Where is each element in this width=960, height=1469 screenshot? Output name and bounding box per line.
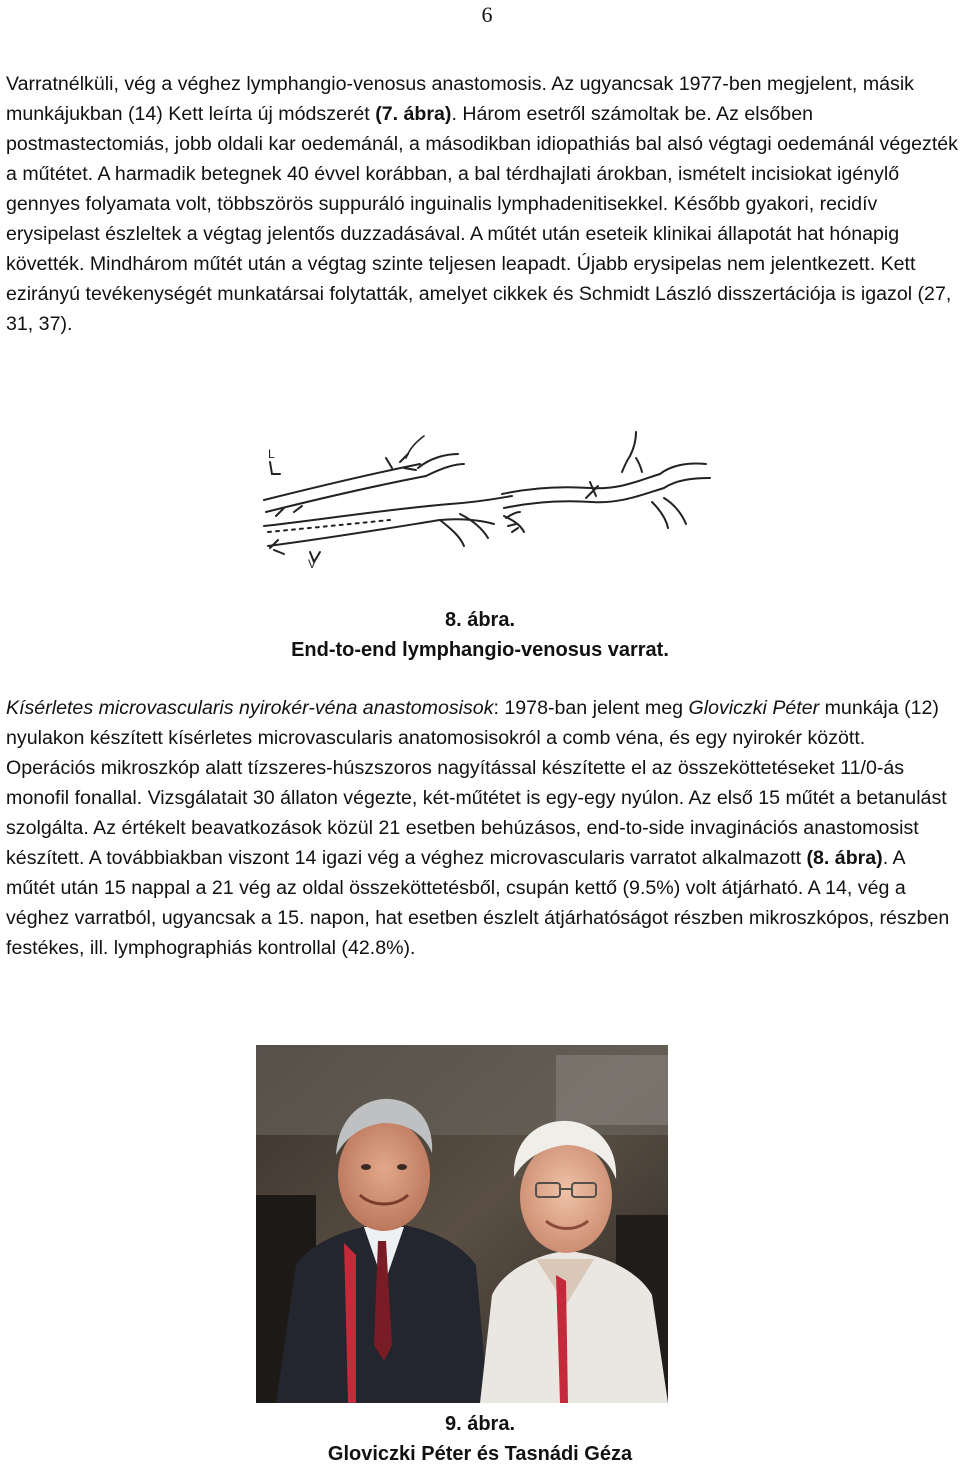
figure-title: End-to-end lymphangio-venosus varrat. — [291, 639, 669, 661]
figure-label-v: V — [308, 557, 317, 571]
figure-number: 8. ábra. — [444, 609, 516, 631]
figure-8-caption — [0, 605, 960, 665]
figure-number: 9. ábra. — [444, 1413, 516, 1435]
right-vessel-sketch — [502, 432, 710, 532]
figure-reference: (7. ábra) — [375, 103, 452, 125]
paragraph-kett-method — [6, 69, 958, 339]
paragraph-gloviczki-experiments — [6, 693, 958, 963]
figure-9-caption — [0, 1409, 960, 1469]
paragraph-text: Varratnélküli, vég a véghez lymphangio-venosus anastomosis. Az ugyancsak 1977-ben megjelent, másik munkájukban (14) Kett leírta új módszerét — [6, 73, 914, 125]
author-name: Gloviczki Péter — [688, 697, 820, 719]
paragraph-text: . Három esetről számoltak be. Az elsőben postmastectomiás, jobb oldali kar oedemánál, a másodikban idiopathiás bal alsó végtagi oedemánál végezték a műtétet. A harmadik betegnek 40 évvel korábban, a bal térdhajlati árokban, ismételt incisiokat igénylő gennyes folyamata volt, többszörös suppuráló inguinalis lymphadenitisekkel. Később gyakori, recidív erysipelast észleltek a végtag jelentős duzzadásával. A műtét után eseteik klinikai állapotát hat hónapig követték. Mindhárom műtét után a végtag szinte teljesen leapadt. Újabb erysipelas nem jelentkezett. Kett ezirányú tevékenységét munkatársai folytatták, amelyet cikkek és Schmidt László disszertációja is igazol (27, 31, 37). — [6, 103, 958, 335]
figure-reference: (8. ábra) — [806, 847, 883, 869]
page-number: 6 — [481, 2, 493, 27]
left-vessel-sketch — [264, 436, 512, 562]
figure-label-l: L — [268, 447, 275, 461]
paragraph-text: munkája (12) nyulakon készített kísérletes microvascularis anatomosisokról a comb véna, és egy nyirokér között. Operációs mikroszkóp alatt tízszeres-húszszoros nagyítással készítette el az összeköttetéseket 11/0-ás monofil fonallal. Vizsgálatait 30 állaton végezte, két-műtétet is egy-egy nyúlon. Az első 15 műtét a betanulást szolgálta. Az értékelt beavatkozások közül 21 esetben behúzásos, end-to-side invaginációs anastomosist készített. A továbbiakban viszont 14 igazi vég a véghez microvascularis varratot alkalmazott — [6, 697, 947, 869]
figure-9-photograph — [256, 1045, 668, 1403]
figure-title: Gloviczki Péter és Tasnádi Géza — [327, 1443, 633, 1465]
section-lead: Kísérletes microvascularis nyirokér-véna anastomosisok — [6, 697, 494, 719]
paragraph-text: . A műtét után 15 nappal a 21 vég az oldal összeköttetésből, csupán kettő (9.5%) volt átjárható. A 14, vég a véghez varratból, ugyancsak a 15. napon, hat esetben észlelt átjárhatóságot részben mikroszkópos, részben festékes, ill. lymphographiás kontrollal (42.8%). — [6, 847, 950, 959]
paragraph-text: : 1978-ban jelent meg — [493, 697, 689, 719]
figure-8-suture-drawing — [250, 428, 720, 588]
